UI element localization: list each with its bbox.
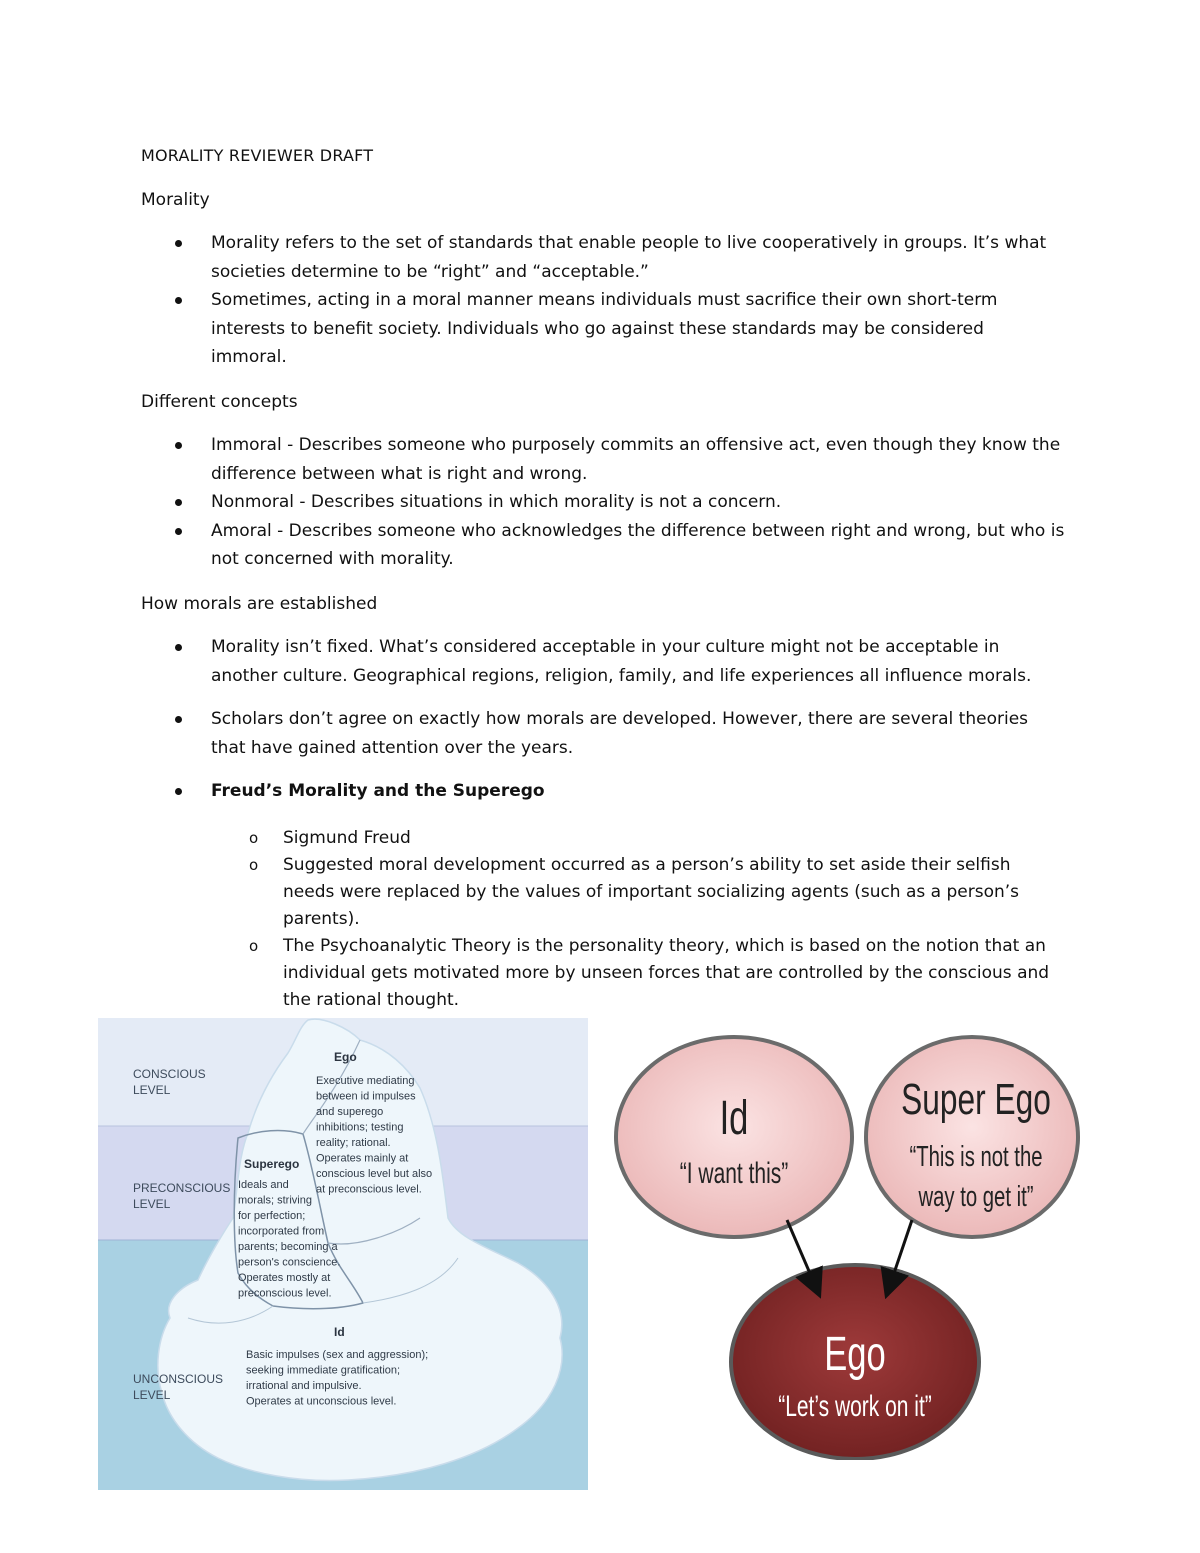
- superego-description-line: person's conscience.: [238, 1256, 341, 1269]
- bullet-icon: [175, 499, 182, 506]
- superego-description-line: Ideals and: [238, 1179, 289, 1191]
- circle-bullet-icon: o: [249, 829, 259, 847]
- ego-description-line: between id impulses: [316, 1090, 416, 1103]
- id-circle-quote: “I want this”: [679, 1157, 789, 1190]
- superego-description-line: incorporated from: [238, 1225, 325, 1238]
- sub-list-item: o Suggested moral development occurred as a person’s ability to set aside their selfish needs were replaced by the values of important socializing agents (such as a person’s parents).: [247, 852, 1067, 933]
- ego-circle-title: Ego: [824, 1326, 886, 1381]
- list-item: Immoral - Describes someone who purposely commits an offensive act, even though they know the difference between what is right and wrong.: [175, 431, 1065, 488]
- circle-bullet-icon: o: [249, 937, 259, 955]
- established-bullet-list: [175, 633, 1065, 806]
- iceberg-figure: [98, 1018, 588, 1490]
- list-item: Nonmoral - Describes situations in which morality is not a concern.: [175, 488, 1065, 517]
- id-title: Id: [334, 1325, 345, 1339]
- sub-list-item: o The Psychoanalytic Theory is the personality theory, which is based on the notion that an individual gets motivated more by unseen forces that are controlled by the conscious and the rational thought.: [247, 933, 1067, 1014]
- list-item: Morality isn’t fixed. What’s considered acceptable in your culture might not be acceptable in another culture. Geographical regions, religion, family, and life experiences all influence morals.: [175, 633, 1065, 690]
- id-description-line: irrational and impulsive.: [246, 1380, 362, 1392]
- id-description-line: seeking immediate gratification;: [246, 1364, 401, 1377]
- superego-title: Superego: [244, 1157, 300, 1171]
- id-description-line: Basic impulses (sex and aggression);: [246, 1349, 429, 1361]
- superego-description-line: morals; striving: [238, 1194, 312, 1207]
- superego-description-line: for perfection;: [238, 1210, 306, 1222]
- document-title: MORALITY REVIEWER DRAFT: [141, 146, 374, 165]
- list-item: Scholars don’t agree on exactly how morals are developed. However, there are several theories that have gained attention over the years.: [175, 705, 1065, 762]
- ego-description-line: Operates mainly at: [316, 1152, 409, 1165]
- list-item: Amoral - Describes someone who acknowledges the difference between right and wrong, but who is not concerned with morality.: [175, 517, 1065, 574]
- ego-description-line: conscious level but also: [316, 1168, 433, 1180]
- ego-description-line: reality; rational.: [316, 1137, 391, 1149]
- bullet-icon: [175, 788, 182, 795]
- ego-description-line: Executive mediating: [316, 1075, 415, 1087]
- bullet-icon: [175, 528, 182, 535]
- concepts-bullet-list: [175, 431, 1065, 574]
- section-heading-morality: Morality: [141, 190, 210, 210]
- superego-circle-title: Super Ego: [901, 1074, 1051, 1125]
- section-heading-concepts: Different concepts: [141, 392, 298, 412]
- list-item: Morality refers to the set of standards that enable people to live cooperatively in groups. It’s what societies determine to be “right” and “acceptable.”: [175, 229, 1065, 286]
- superego-circle-quote-line2: way to get it”: [918, 1180, 1034, 1213]
- freud-sub-list: [247, 825, 1067, 1014]
- ego-description-line: at preconscious level.: [316, 1183, 422, 1196]
- circle-bullet-icon: o: [249, 856, 259, 874]
- ego-title: Ego: [334, 1050, 357, 1064]
- list-item: Freud’s Morality and the Superego: [175, 777, 1065, 806]
- section-heading-established: How morals are established: [141, 594, 378, 614]
- superego-description-line: Operates mostly at: [238, 1272, 331, 1284]
- superego-description-line: parents; becoming a: [238, 1241, 338, 1253]
- id-description-line: Operates at unconscious level.: [246, 1395, 397, 1408]
- id-superego-ego-diagram: [612, 1030, 1082, 1460]
- ego-description-line: and superego: [316, 1106, 384, 1118]
- bullet-icon: [175, 442, 182, 449]
- bullet-icon: [175, 716, 182, 723]
- ego-circle-quote: “Let’s work on it”: [778, 1390, 932, 1423]
- bullet-icon: [175, 240, 182, 247]
- unconscious-level-label: UNCONSCIOUS LEVEL: [133, 1372, 224, 1402]
- bullet-icon: [175, 297, 182, 304]
- superego-description-line: preconscious level.: [238, 1287, 332, 1300]
- id-circle-title: Id: [719, 1090, 749, 1145]
- preconscious-level-label: PRECONSCIOUS LEVEL: [133, 1181, 231, 1211]
- sub-list-item: o Sigmund Freud: [247, 825, 1067, 852]
- ego-description-line: inhibitions; testing: [316, 1121, 404, 1134]
- superego-circle-quote-line1: “This is not the: [909, 1140, 1043, 1173]
- list-item: Sometimes, acting in a moral manner means individuals must sacrifice their own short-term interests to benefit society. Individuals who go against these standards may be considered immoral.: [175, 286, 1065, 372]
- morality-bullet-list: [175, 229, 1065, 372]
- conscious-level-label: CONSCIOUS LEVEL: [133, 1067, 206, 1097]
- bullet-icon: [175, 644, 182, 651]
